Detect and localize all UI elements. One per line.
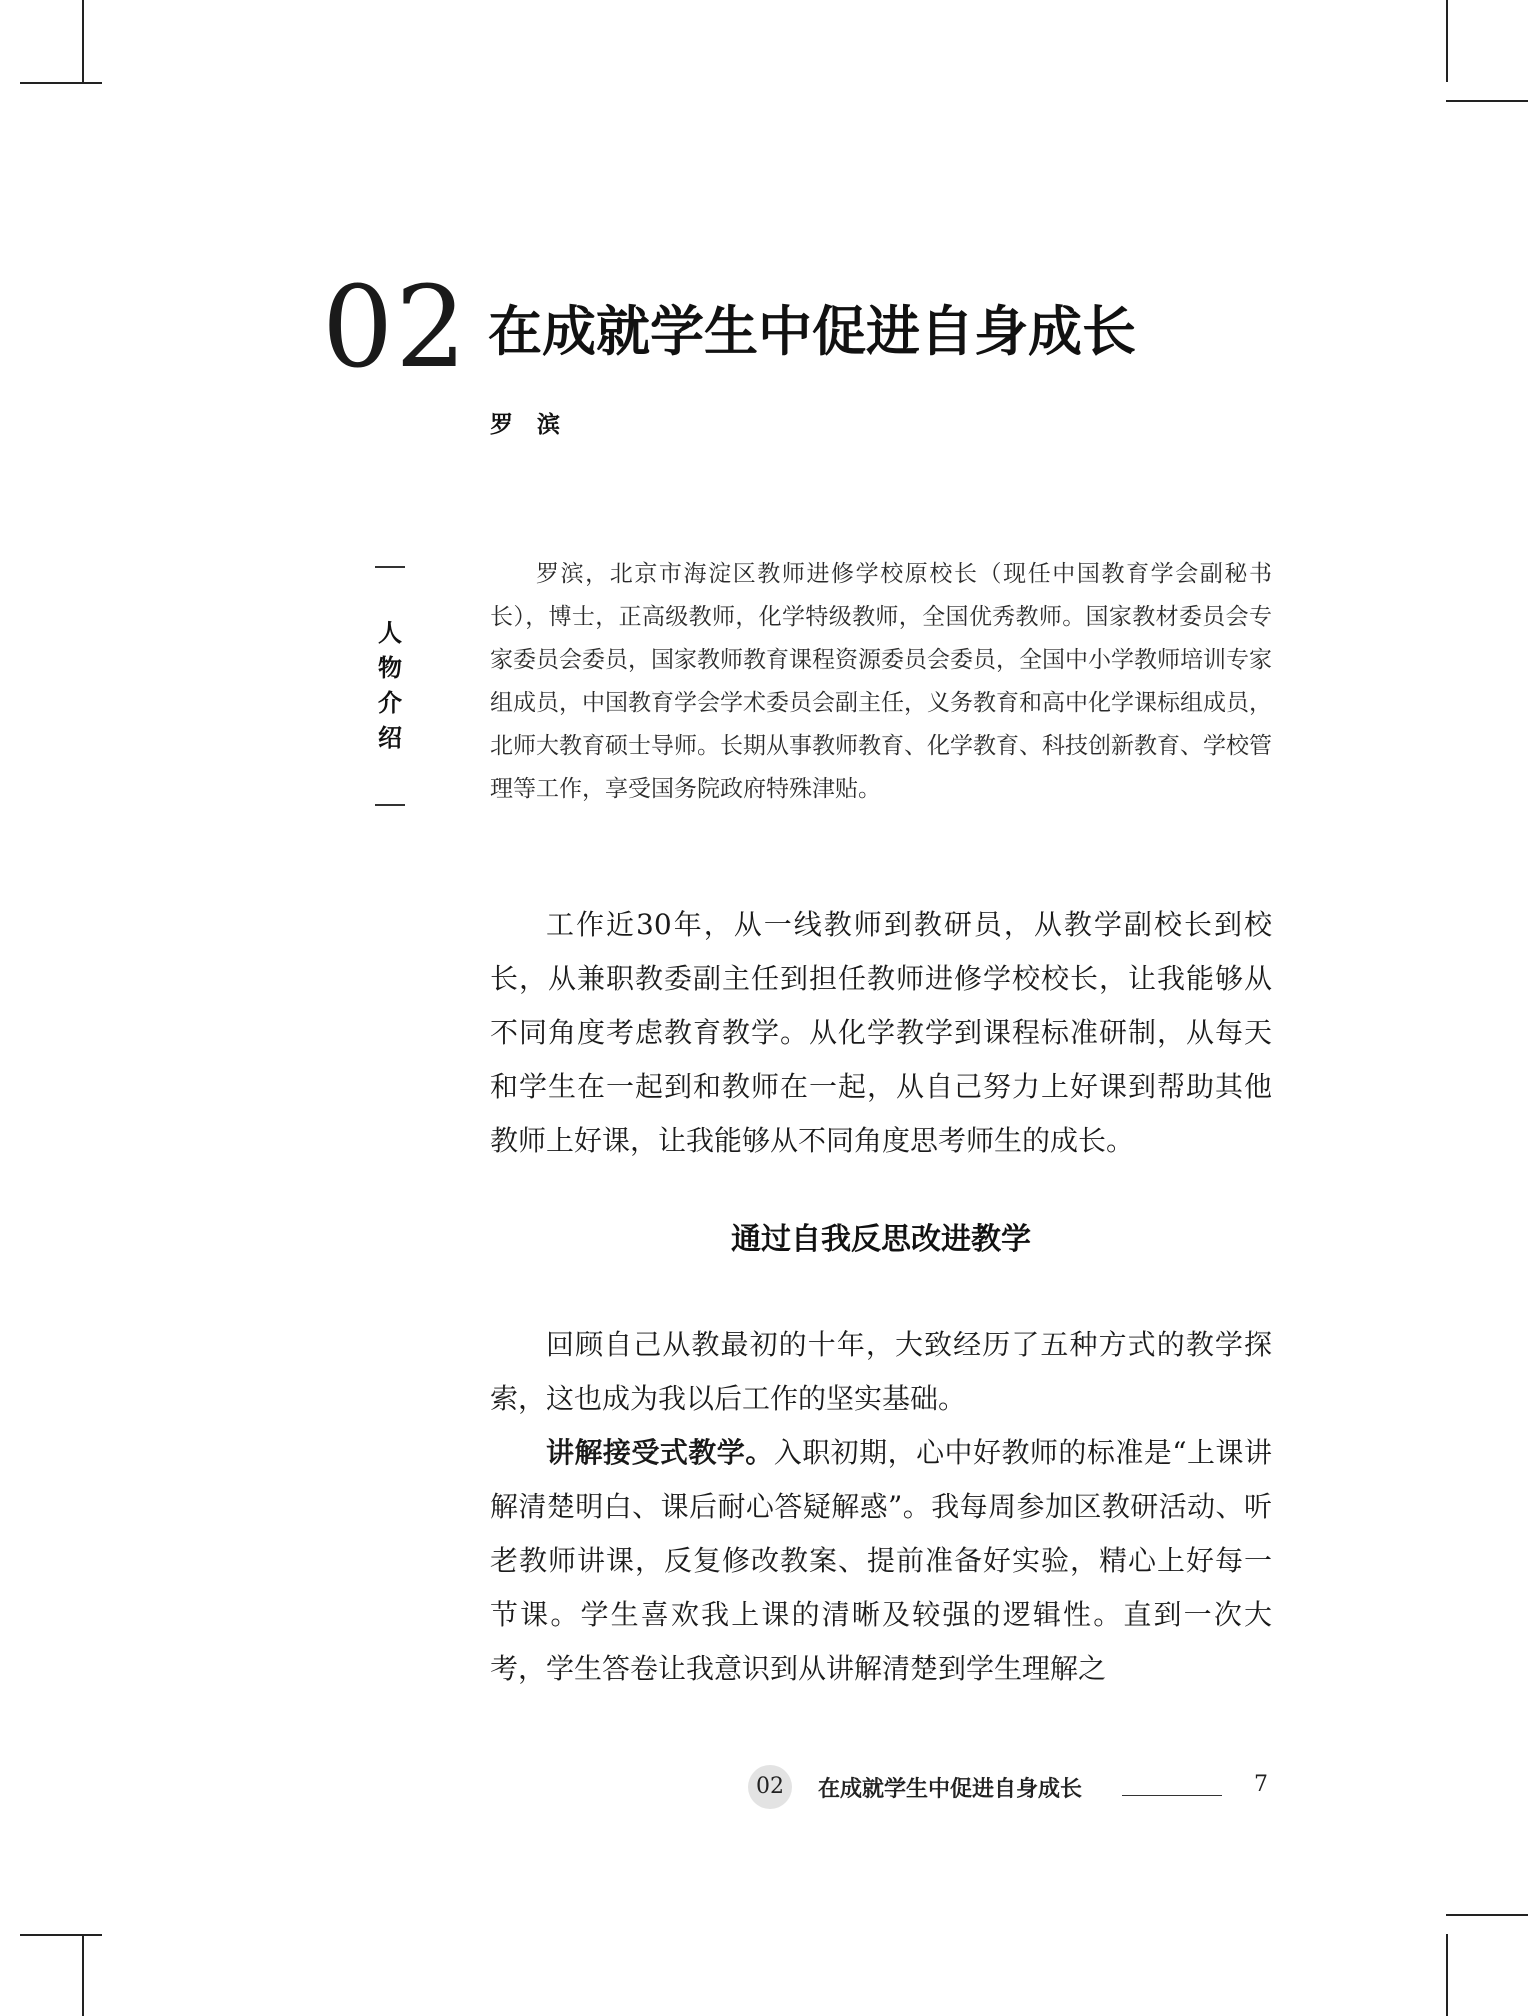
chapter-title: 在成就学生中促进自身成长 (488, 299, 1136, 363)
body-paragraph (490, 1426, 1272, 1696)
chapter-number: 02 (322, 263, 469, 393)
page-number: 7 (1254, 1772, 1268, 1797)
footer-running-title: 在成就学生中促进自身成长 (818, 1777, 1083, 1802)
paragraph-text: 入职初期，心中好教师的标准是“上课讲解清楚明白、课后耐心答疑解惑”。我每周参加区教研活动、听老教师讲课，反复修改教案、提前准备好实验，精心上好每一节课。学生喜欢我上课的清晰及较强的逻辑性。直到一次大考，学生答卷让我意识到从讲解清楚到学生理解之 (490, 1436, 1272, 1685)
crop-mark (20, 82, 102, 84)
crop-mark (82, 1934, 84, 2016)
author-name: 罗滨 (490, 411, 584, 438)
bio-divider-top (375, 566, 405, 568)
body-paragraph: 工作近30年，从一线教师到教研员，从教学副校长到校长，从兼职教委副主任到担任教师进修学校校长，让我能够从不同角度考虑教育教学。从化学教学到课程标准研制，从每天和学生在一起到和教师在一起，从自己努力上好课到帮助其他教师上好课，让我能够从不同角度思考师生的成长。 (490, 908, 1272, 1157)
section-heading: 通过自我反思改进教学 (731, 1222, 1031, 1257)
body-paragraph: 回顾自己从教最初的十年，大致经历了五种方式的教学探索，这也成为我以后工作的坚实基础。 (490, 1328, 1272, 1415)
footer-rule (1122, 1795, 1222, 1796)
crop-mark (20, 1934, 102, 1936)
bio-divider-bottom (375, 804, 405, 806)
paragraph-lead: 讲解接受式教学。 (546, 1436, 774, 1469)
crop-mark (82, 0, 84, 82)
crop-mark (1446, 1934, 1448, 2016)
bio-label: 人物介绍 (378, 619, 402, 752)
crop-mark (1446, 0, 1448, 82)
bio-text: 罗滨，北京市海淀区教师进修学校原校长（现任中国教育学会副秘书长），博士，正高级教师，化学特级教师，全国优秀教师。国家教材委员会专家委员会委员，国家教师教育课程资源委员会委员，全国中小学教师培训专家组成员，中国教育学会学术委员会副主任，义务教育和高中化学课标组成员，北师大教育硕士导师。长期从事教师教育、化学教育、科技创新教育、学校管理等工作，享受国务院政府特殊津贴。 (490, 561, 1272, 802)
crop-mark (1446, 100, 1528, 102)
footer-chapter-badge: 02 (748, 1765, 792, 1809)
crop-mark (1446, 1914, 1528, 1916)
